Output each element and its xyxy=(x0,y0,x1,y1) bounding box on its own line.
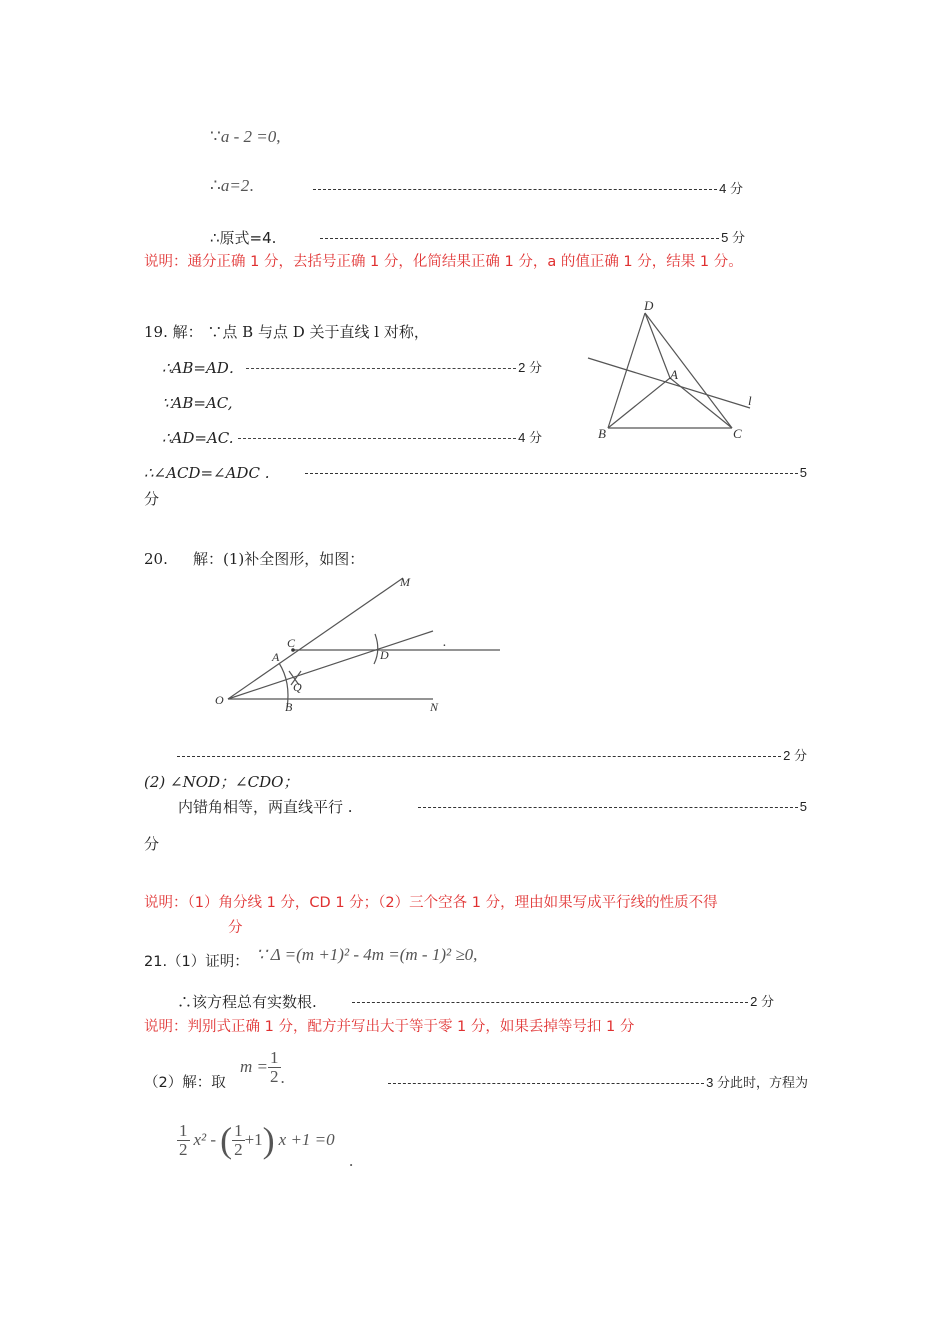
note-18: 说明：通分正确 1 分，去括号正确 1 分，化简结果正确 1 分，a 的值正确 1 分，结果 1 分。 xyxy=(144,254,743,270)
arc-D xyxy=(374,634,378,664)
q20-header: 解：(1)补全图形，如图： xyxy=(193,550,365,568)
step2-tail: . xyxy=(249,176,254,195)
line-l xyxy=(588,358,750,408)
edge-BA xyxy=(608,378,670,428)
q20-score2: 5 xyxy=(799,799,807,814)
step1-line xyxy=(210,127,280,147)
q19-line3-leader xyxy=(238,428,542,448)
label-A: A xyxy=(272,650,280,664)
bisector-ray xyxy=(228,631,433,699)
q19-line3: ∴AD=AC. xyxy=(162,429,234,447)
q21-score1-leader xyxy=(352,992,774,1012)
eq-a-num: 1 xyxy=(179,1120,188,1140)
label-B: B xyxy=(598,426,606,441)
step2-line xyxy=(210,176,254,196)
q20-note-line2: 分 xyxy=(228,920,243,936)
eq-b-den: 2 xyxy=(234,1139,243,1159)
q19-triangle-figure xyxy=(580,295,760,445)
edge-AC xyxy=(670,378,732,428)
step2-score: 4 分 xyxy=(719,181,743,196)
q20-score2-unit: 分 xyxy=(144,835,160,853)
q20-reason: 内错角相等，两直线平行 . xyxy=(178,798,353,816)
q19-line4-score: 5 xyxy=(799,465,807,480)
therefore-symbol: ∴ xyxy=(210,176,221,195)
label-D: D xyxy=(644,298,654,313)
q20-score2-leader xyxy=(418,797,807,817)
label-A: A xyxy=(670,367,678,382)
q21-equation xyxy=(177,1115,335,1165)
label-N: N xyxy=(430,700,439,714)
q19-line2: ∵AB=AC, xyxy=(162,394,233,412)
discriminant-tail: , xyxy=(473,945,478,964)
m-tail: . xyxy=(280,1068,285,1087)
eq-lparen: ( xyxy=(220,1120,233,1160)
step3-line: ∴原式=4. xyxy=(210,229,277,247)
q19-line4: ∴∠ACD=∠ADC . xyxy=(144,464,270,482)
q20-part2: (2) ∠NOD；∠CDO； xyxy=(144,773,299,791)
edge-DA xyxy=(645,313,670,378)
step3-score-leader xyxy=(320,228,745,248)
step1-tail: , xyxy=(276,127,281,146)
eq-tail: . xyxy=(349,1151,354,1170)
q20-score1-leader xyxy=(177,746,807,766)
q21-note: 说明：判别式正确 1 分，配方并写出大于等于零 1 分，如果丢掉等号扣 1 分 xyxy=(144,1019,635,1035)
q19-line3-score: 4 分 xyxy=(518,430,542,445)
because-symbol: ∵ xyxy=(210,127,221,146)
label-l: l xyxy=(748,393,752,408)
step2-expr: a=2 xyxy=(220,176,250,195)
q21-score2: 3 分此时，方程为 xyxy=(706,1075,808,1090)
label-C: C xyxy=(733,426,742,441)
step3-score: 5 分 xyxy=(721,230,745,245)
eq-b-plus: +1 xyxy=(244,1130,263,1149)
eq-a-fraction xyxy=(177,1122,190,1159)
q21-conclusion: ∴该方程总有实数根. xyxy=(177,993,317,1011)
q19-line1-leader xyxy=(246,358,542,378)
q21-score2-leader xyxy=(388,1073,808,1093)
q20-note-line1: 说明：（1）角分线 1 分，CD 1 分；（2）三个空各 1 分，理由如果写成平行线的性质不得 xyxy=(144,895,718,911)
eq-b-num: 1 xyxy=(234,1120,243,1140)
edge-DC xyxy=(645,313,732,428)
q21-score1: 2 分 xyxy=(750,994,774,1009)
step2-score-leader xyxy=(313,179,743,199)
q19-header: 19. 解： ∵点 B 与点 D 关于直线 l 对称， xyxy=(144,323,429,341)
m-lhs: m = xyxy=(240,1057,268,1076)
label-Q: Q xyxy=(293,680,302,694)
q19-line1-score: 2 分 xyxy=(518,360,542,375)
eq-b-fraction xyxy=(232,1122,245,1159)
label-C: C xyxy=(287,636,296,650)
q20-number: 20. xyxy=(144,550,168,568)
eq-x2: x² - xyxy=(193,1130,217,1149)
eq-rest: x +1 =0 xyxy=(278,1130,335,1149)
label-M: M xyxy=(400,575,410,589)
q21-label: 21.（1）证明： xyxy=(144,954,249,970)
m-fraction xyxy=(268,1049,281,1086)
label-B: B xyxy=(285,700,293,714)
eq-a-den: 2 xyxy=(179,1139,188,1159)
q19-line1: ∴AB=AD． xyxy=(162,359,244,377)
label-D: D xyxy=(380,648,389,662)
m-num: 1 xyxy=(270,1047,279,1067)
q21-discriminant xyxy=(256,945,477,965)
label-dot: . xyxy=(443,635,447,650)
q20-angle-figure xyxy=(205,570,510,720)
q19-line4-unit: 分 xyxy=(144,490,160,508)
q21-part2-label: （2）解：取 xyxy=(144,1075,226,1091)
m-den: 2 xyxy=(270,1066,279,1086)
step1-expr: a - 2 =0 xyxy=(220,127,277,146)
discriminant-formula: ∵ Δ =(m +1)² - 4m =(m - 1)² ≥0 xyxy=(256,945,474,964)
q20-score1: 2 分 xyxy=(783,748,807,763)
label-O: O xyxy=(215,693,224,707)
m-value xyxy=(240,1042,285,1092)
eq-rparen: ) xyxy=(262,1120,275,1160)
q19-line4-leader xyxy=(305,463,807,483)
